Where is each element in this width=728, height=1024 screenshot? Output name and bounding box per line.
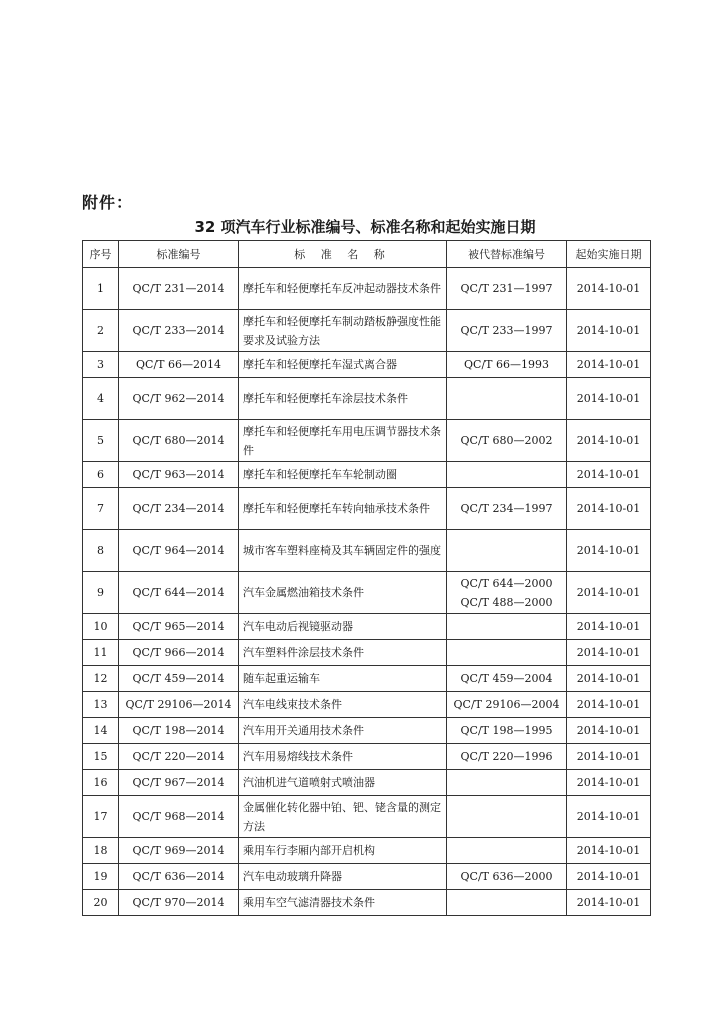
cell-effective-date: 2014-10-01 — [567, 796, 651, 838]
replaced-standard-number: QC/T 459—2004 — [460, 672, 553, 685]
replaced-standard-number: QC/T 220—1996 — [460, 750, 553, 763]
cell-replaced-standard — [447, 462, 567, 488]
table-row — [83, 530, 651, 572]
header-index: 序号 — [83, 241, 119, 268]
cell-index: 3 — [83, 352, 119, 378]
header-standard-number: 标准编号 — [119, 241, 239, 268]
table-row — [83, 744, 651, 770]
cell-standard-number: QC/T 962—2014 — [119, 378, 239, 420]
cell-standard-name: 汽车电动后视镜驱动器 — [239, 614, 447, 640]
cell-effective-date: 2014-10-01 — [567, 310, 651, 352]
cell-replaced-standard — [447, 744, 567, 770]
cell-standard-number: QC/T 636—2014 — [119, 864, 239, 890]
cell-replaced-standard — [447, 864, 567, 890]
cell-index: 9 — [83, 572, 119, 614]
replaced-standard-number: QC/T 198—1995 — [460, 724, 553, 737]
cell-effective-date: 2014-10-01 — [567, 488, 651, 530]
cell-standard-name: 摩托车和轻便摩托车湿式离合器 — [239, 352, 447, 378]
table-row — [83, 890, 651, 916]
cell-standard-number: QC/T 965—2014 — [119, 614, 239, 640]
cell-standard-number: QC/T 66—2014 — [119, 352, 239, 378]
cell-replaced-standard — [447, 572, 567, 614]
cell-index: 1 — [83, 268, 119, 310]
cell-replaced-standard — [447, 268, 567, 310]
table-row — [83, 770, 651, 796]
table-row — [83, 488, 651, 530]
cell-effective-date: 2014-10-01 — [567, 692, 651, 718]
table-row — [83, 572, 651, 614]
table-row — [83, 666, 651, 692]
table-row — [83, 796, 651, 838]
replaced-standard-number: QC/T 231—1997 — [460, 282, 553, 295]
cell-replaced-standard — [447, 530, 567, 572]
replaced-standard-number: QC/T 234—1997 — [460, 502, 553, 515]
cell-replaced-standard — [447, 718, 567, 744]
cell-standard-name: 摩托车和轻便摩托车用电压调节器技术条件 — [239, 420, 447, 462]
cell-effective-date: 2014-10-01 — [567, 890, 651, 916]
table-row — [83, 268, 651, 310]
cell-replaced-standard — [447, 352, 567, 378]
cell-standard-number: QC/T 233—2014 — [119, 310, 239, 352]
table-row — [83, 614, 651, 640]
cell-effective-date: 2014-10-01 — [567, 640, 651, 666]
cell-standard-name: 随车起重运输车 — [239, 666, 447, 692]
cell-standard-name: 摩托车和轻便摩托车反冲起动器技术条件 — [239, 268, 447, 310]
replaced-standard-number: QC/T 29106—2004 — [453, 698, 560, 711]
cell-replaced-standard — [447, 770, 567, 796]
cell-replaced-standard — [447, 666, 567, 692]
replaced-standard-number: QC/T 636—2000 — [460, 870, 553, 883]
replaced-standard-number: QC/T 644—2000 — [460, 576, 553, 590]
cell-effective-date: 2014-10-01 — [567, 462, 651, 488]
cell-standard-name: 金属催化转化器中铂、钯、铑含量的测定方法 — [239, 796, 447, 838]
cell-replaced-standard — [447, 890, 567, 916]
cell-standard-number: QC/T 231—2014 — [119, 268, 239, 310]
cell-index: 4 — [83, 378, 119, 420]
cell-index: 19 — [83, 864, 119, 890]
table-header-row — [83, 241, 651, 268]
cell-index: 7 — [83, 488, 119, 530]
cell-effective-date: 2014-10-01 — [567, 614, 651, 640]
attachment-label: 附件： — [82, 193, 134, 212]
cell-standard-name: 摩托车和轻便摩托车车轮制动圈 — [239, 462, 447, 488]
cell-effective-date: 2014-10-01 — [567, 420, 651, 462]
cell-index: 17 — [83, 796, 119, 838]
replaced-standard-number: QC/T 488—2000 — [460, 595, 553, 609]
cell-standard-number: QC/T 644—2014 — [119, 572, 239, 614]
cell-effective-date: 2014-10-01 — [567, 268, 651, 310]
table-row — [83, 420, 651, 462]
table-row — [83, 692, 651, 718]
cell-effective-date: 2014-10-01 — [567, 718, 651, 744]
table-row — [83, 352, 651, 378]
cell-standard-name: 摩托车和轻便摩托车制动踏板静强度性能要求及试验方法 — [239, 310, 447, 352]
cell-index: 11 — [83, 640, 119, 666]
table-body — [83, 268, 651, 916]
cell-standard-name: 汽车电线束技术条件 — [239, 692, 447, 718]
cell-effective-date: 2014-10-01 — [567, 838, 651, 864]
cell-standard-number: QC/T 964—2014 — [119, 530, 239, 572]
cell-effective-date: 2014-10-01 — [567, 530, 651, 572]
cell-index: 6 — [83, 462, 119, 488]
cell-standard-number: QC/T 198—2014 — [119, 718, 239, 744]
cell-standard-number: QC/T 680—2014 — [119, 420, 239, 462]
cell-standard-number: QC/T 220—2014 — [119, 744, 239, 770]
cell-index: 15 — [83, 744, 119, 770]
cell-standard-number: QC/T 29106—2014 — [119, 692, 239, 718]
header-replaced-standard: 被代替标准编号 — [447, 241, 567, 268]
cell-index: 2 — [83, 310, 119, 352]
cell-effective-date: 2014-10-01 — [567, 378, 651, 420]
cell-standard-name: 乘用车行李厢内部开启机构 — [239, 838, 447, 864]
table-row — [83, 640, 651, 666]
header-standard-name: 标 准 名 称 — [239, 241, 447, 268]
table-row — [83, 718, 651, 744]
cell-standard-name: 汽车用开关通用技术条件 — [239, 718, 447, 744]
cell-index: 18 — [83, 838, 119, 864]
table-row — [83, 378, 651, 420]
cell-standard-name: 摩托车和轻便摩托车涂层技术条件 — [239, 378, 447, 420]
cell-effective-date: 2014-10-01 — [567, 352, 651, 378]
cell-standard-name: 汽车金属燃油箱技术条件 — [239, 572, 447, 614]
document-title: 32 项汽车行业标准编号、标准名称和起始实施日期 — [194, 218, 536, 236]
cell-replaced-standard — [447, 420, 567, 462]
replaced-standard-number: QC/T 680—2002 — [460, 434, 553, 447]
table-row — [83, 310, 651, 352]
cell-replaced-standard — [447, 378, 567, 420]
cell-index: 10 — [83, 614, 119, 640]
cell-index: 16 — [83, 770, 119, 796]
cell-index: 13 — [83, 692, 119, 718]
replaced-standard-number: QC/T 66—1993 — [464, 358, 549, 371]
cell-index: 20 — [83, 890, 119, 916]
cell-replaced-standard — [447, 488, 567, 530]
cell-standard-name: 汽车用易熔线技术条件 — [239, 744, 447, 770]
header-effective-date: 起始实施日期 — [567, 241, 651, 268]
cell-index: 5 — [83, 420, 119, 462]
cell-index: 8 — [83, 530, 119, 572]
cell-index: 12 — [83, 666, 119, 692]
cell-replaced-standard — [447, 640, 567, 666]
cell-standard-name: 汽油机进气道喷射式喷油器 — [239, 770, 447, 796]
cell-effective-date: 2014-10-01 — [567, 744, 651, 770]
cell-index: 14 — [83, 718, 119, 744]
cell-standard-number: QC/T 234—2014 — [119, 488, 239, 530]
table-row — [83, 864, 651, 890]
cell-effective-date: 2014-10-01 — [567, 770, 651, 796]
cell-standard-name: 汽车电动玻璃升降器 — [239, 864, 447, 890]
cell-standard-number: QC/T 970—2014 — [119, 890, 239, 916]
cell-replaced-standard — [447, 838, 567, 864]
cell-effective-date: 2014-10-01 — [567, 572, 651, 614]
cell-standard-number: QC/T 963—2014 — [119, 462, 239, 488]
cell-standard-name: 汽车塑料件涂层技术条件 — [239, 640, 447, 666]
cell-standard-name: 摩托车和轻便摩托车转向轴承技术条件 — [239, 488, 447, 530]
cell-replaced-standard — [447, 796, 567, 838]
standards-table — [82, 240, 651, 916]
cell-standard-name: 城市客车塑料座椅及其车辆固定件的强度 — [239, 530, 447, 572]
cell-standard-number: QC/T 967—2014 — [119, 770, 239, 796]
table-row — [83, 838, 651, 864]
cell-standard-number: QC/T 459—2014 — [119, 666, 239, 692]
cell-replaced-standard — [447, 692, 567, 718]
cell-replaced-standard — [447, 310, 567, 352]
cell-standard-name: 乘用车空气滤清器技术条件 — [239, 890, 447, 916]
cell-standard-number: QC/T 966—2014 — [119, 640, 239, 666]
cell-effective-date: 2014-10-01 — [567, 666, 651, 692]
cell-effective-date: 2014-10-01 — [567, 864, 651, 890]
cell-standard-number: QC/T 968—2014 — [119, 796, 239, 838]
cell-standard-number: QC/T 969—2014 — [119, 838, 239, 864]
replaced-standard-number: QC/T 233—1997 — [460, 324, 553, 337]
table-row — [83, 462, 651, 488]
cell-replaced-standard — [447, 614, 567, 640]
